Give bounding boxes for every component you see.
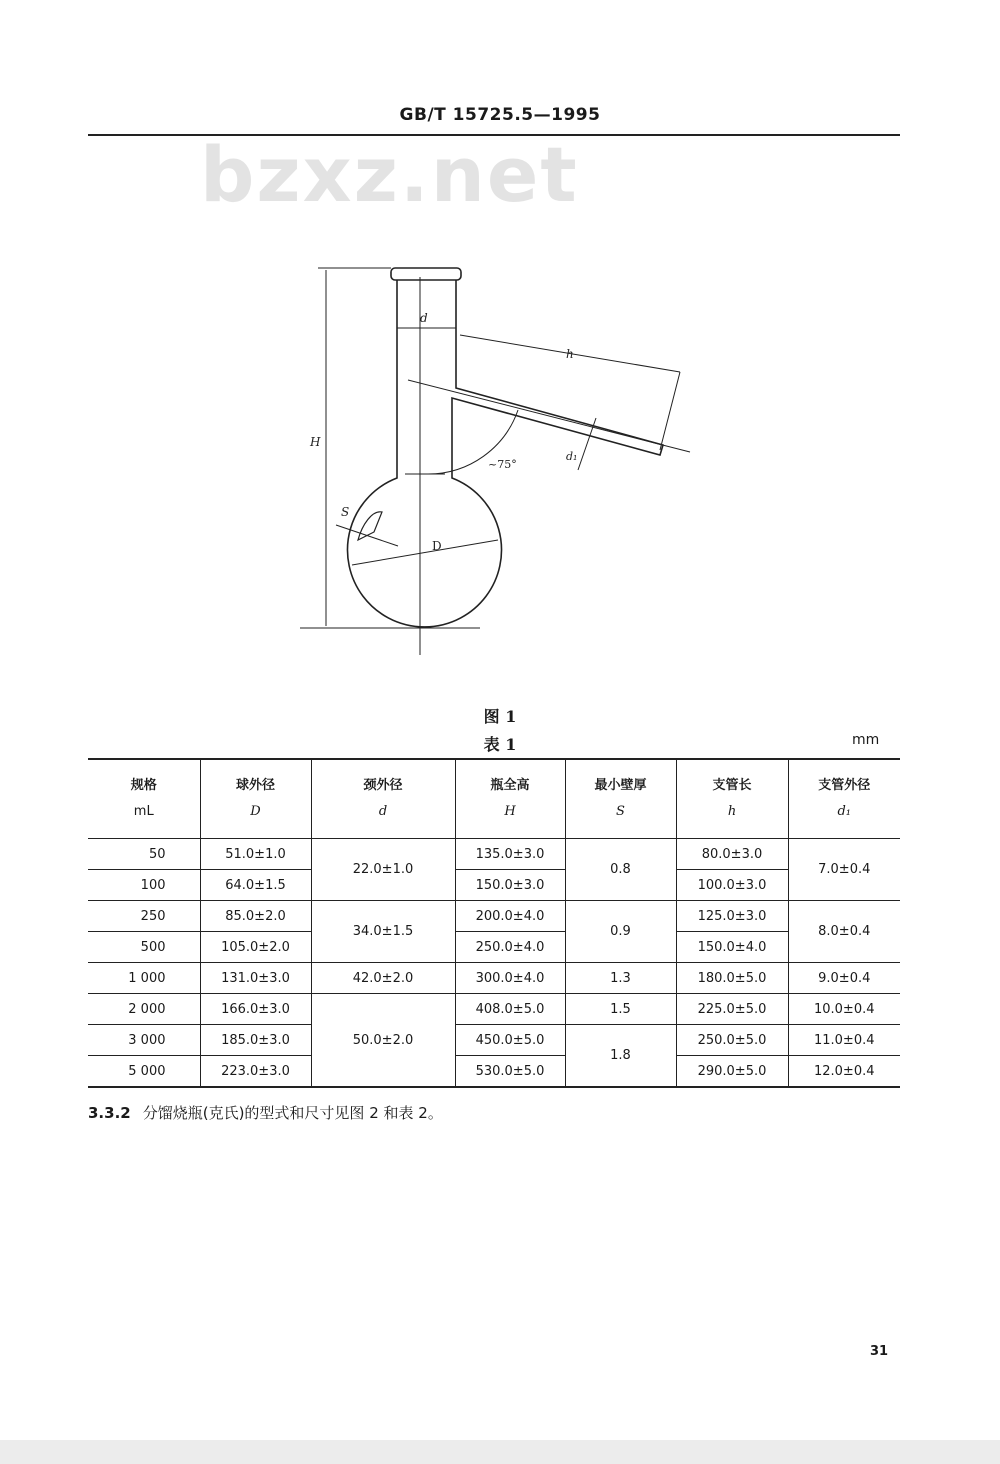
cell-d1: 11.0±0.4	[788, 1025, 900, 1056]
watermark: bzxz.net	[200, 130, 579, 219]
spec-table	[88, 758, 900, 1088]
table-caption: 表 1	[483, 735, 517, 754]
header-ball-od: 球外径 D	[200, 759, 311, 839]
cell-h: 100.0±3.0	[676, 870, 788, 901]
cell-H: 408.0±5.0	[455, 994, 565, 1025]
cell-S: 1.3	[565, 963, 676, 994]
cell-d1: 10.0±0.4	[788, 994, 900, 1025]
label-S: S	[341, 505, 350, 519]
cell-h: 125.0±3.0	[676, 901, 788, 932]
cell-H: 300.0±4.0	[455, 963, 565, 994]
clause-number: 3.3.2	[88, 1104, 131, 1122]
cell-H: 200.0±4.0	[455, 901, 565, 932]
cell-h: 80.0±3.0	[676, 839, 788, 870]
cell-h: 150.0±4.0	[676, 932, 788, 963]
cell-spec: 3 000	[88, 1025, 200, 1056]
cell-H: 135.0±3.0	[455, 839, 565, 870]
cell-D: 131.0±3.0	[200, 963, 311, 994]
table-row	[88, 1056, 900, 1088]
scan-edge-strip	[0, 1440, 1000, 1464]
flask-outline	[347, 280, 663, 627]
cell-h: 225.0±5.0	[676, 994, 788, 1025]
cell-d: 34.0±1.5	[311, 901, 455, 963]
cell-d: 42.0±2.0	[311, 963, 455, 994]
cell-d: 22.0±1.0	[311, 839, 455, 901]
flask-drawing	[0, 0, 1000, 700]
label-d1: d₁	[566, 450, 578, 463]
cell-spec: 500	[88, 932, 200, 963]
cell-H: 250.0±4.0	[455, 932, 565, 963]
label-D: D	[432, 539, 442, 553]
label-h: h	[566, 347, 574, 361]
table-row	[88, 1025, 900, 1056]
cell-S: 0.9	[565, 901, 676, 963]
header-neck-od: 颈外径 d	[311, 759, 455, 839]
cell-D: 185.0±3.0	[200, 1025, 311, 1056]
cell-H: 450.0±5.0	[455, 1025, 565, 1056]
cell-h: 180.0±5.0	[676, 963, 788, 994]
cell-D: 223.0±3.0	[200, 1056, 311, 1088]
cell-spec: 2 000	[88, 994, 200, 1025]
table-row	[88, 994, 900, 1025]
table-header-row	[88, 759, 900, 839]
cell-H: 150.0±3.0	[455, 870, 565, 901]
cell-S: 1.5	[565, 994, 676, 1025]
header-tube-od: 支管外径 d₁	[788, 759, 900, 839]
cell-d1: 9.0±0.4	[788, 963, 900, 994]
cell-spec: 1 000	[88, 963, 200, 994]
cell-D: 51.0±1.0	[200, 839, 311, 870]
cell-D: 166.0±3.0	[200, 994, 311, 1025]
clause-3-3-2	[88, 1102, 443, 1123]
page-number: 31	[870, 1344, 889, 1359]
cell-d1: 12.0±0.4	[788, 1056, 900, 1088]
figure-caption: 图 1	[483, 707, 517, 726]
header-wall: 最小壁厚 S	[565, 759, 676, 839]
cell-d1: 8.0±0.4	[788, 901, 900, 963]
label-angle: ~75°	[488, 458, 517, 471]
cell-d1: 7.0±0.4	[788, 839, 900, 901]
cell-D: 105.0±2.0	[200, 932, 311, 963]
cell-H: 530.0±5.0	[455, 1056, 565, 1088]
header-spec: 规格 mL	[88, 759, 200, 839]
cell-D: 64.0±1.5	[200, 870, 311, 901]
label-d: d	[420, 311, 428, 325]
cell-D: 85.0±2.0	[200, 901, 311, 932]
cell-spec: 250	[88, 901, 200, 932]
label-H: H	[310, 435, 321, 449]
header-height: 瓶全高 H	[455, 759, 565, 839]
cell-h: 250.0±5.0	[676, 1025, 788, 1056]
table-unit: mm	[852, 732, 880, 748]
cell-spec: 100	[88, 870, 200, 901]
cell-h: 290.0±5.0	[676, 1056, 788, 1088]
cell-S: 0.8	[565, 839, 676, 901]
page-header: GB/T 15725.5—1995	[399, 105, 601, 125]
table-row	[88, 932, 900, 963]
flask-lip	[391, 268, 461, 280]
table-row	[88, 870, 900, 901]
clause-text: 分馏烧瓶(克氏)的型式和尺寸见图 2 和表 2。	[142, 1104, 443, 1122]
table-row	[88, 901, 900, 932]
table-row	[88, 839, 900, 870]
cell-d: 50.0±2.0	[311, 994, 455, 1088]
cell-spec: 5 000	[88, 1056, 200, 1088]
cell-S: 1.8	[565, 1025, 676, 1088]
cell-spec: 50	[88, 839, 200, 870]
table-row	[88, 963, 900, 994]
header-tube-len: 支管长 h	[676, 759, 788, 839]
